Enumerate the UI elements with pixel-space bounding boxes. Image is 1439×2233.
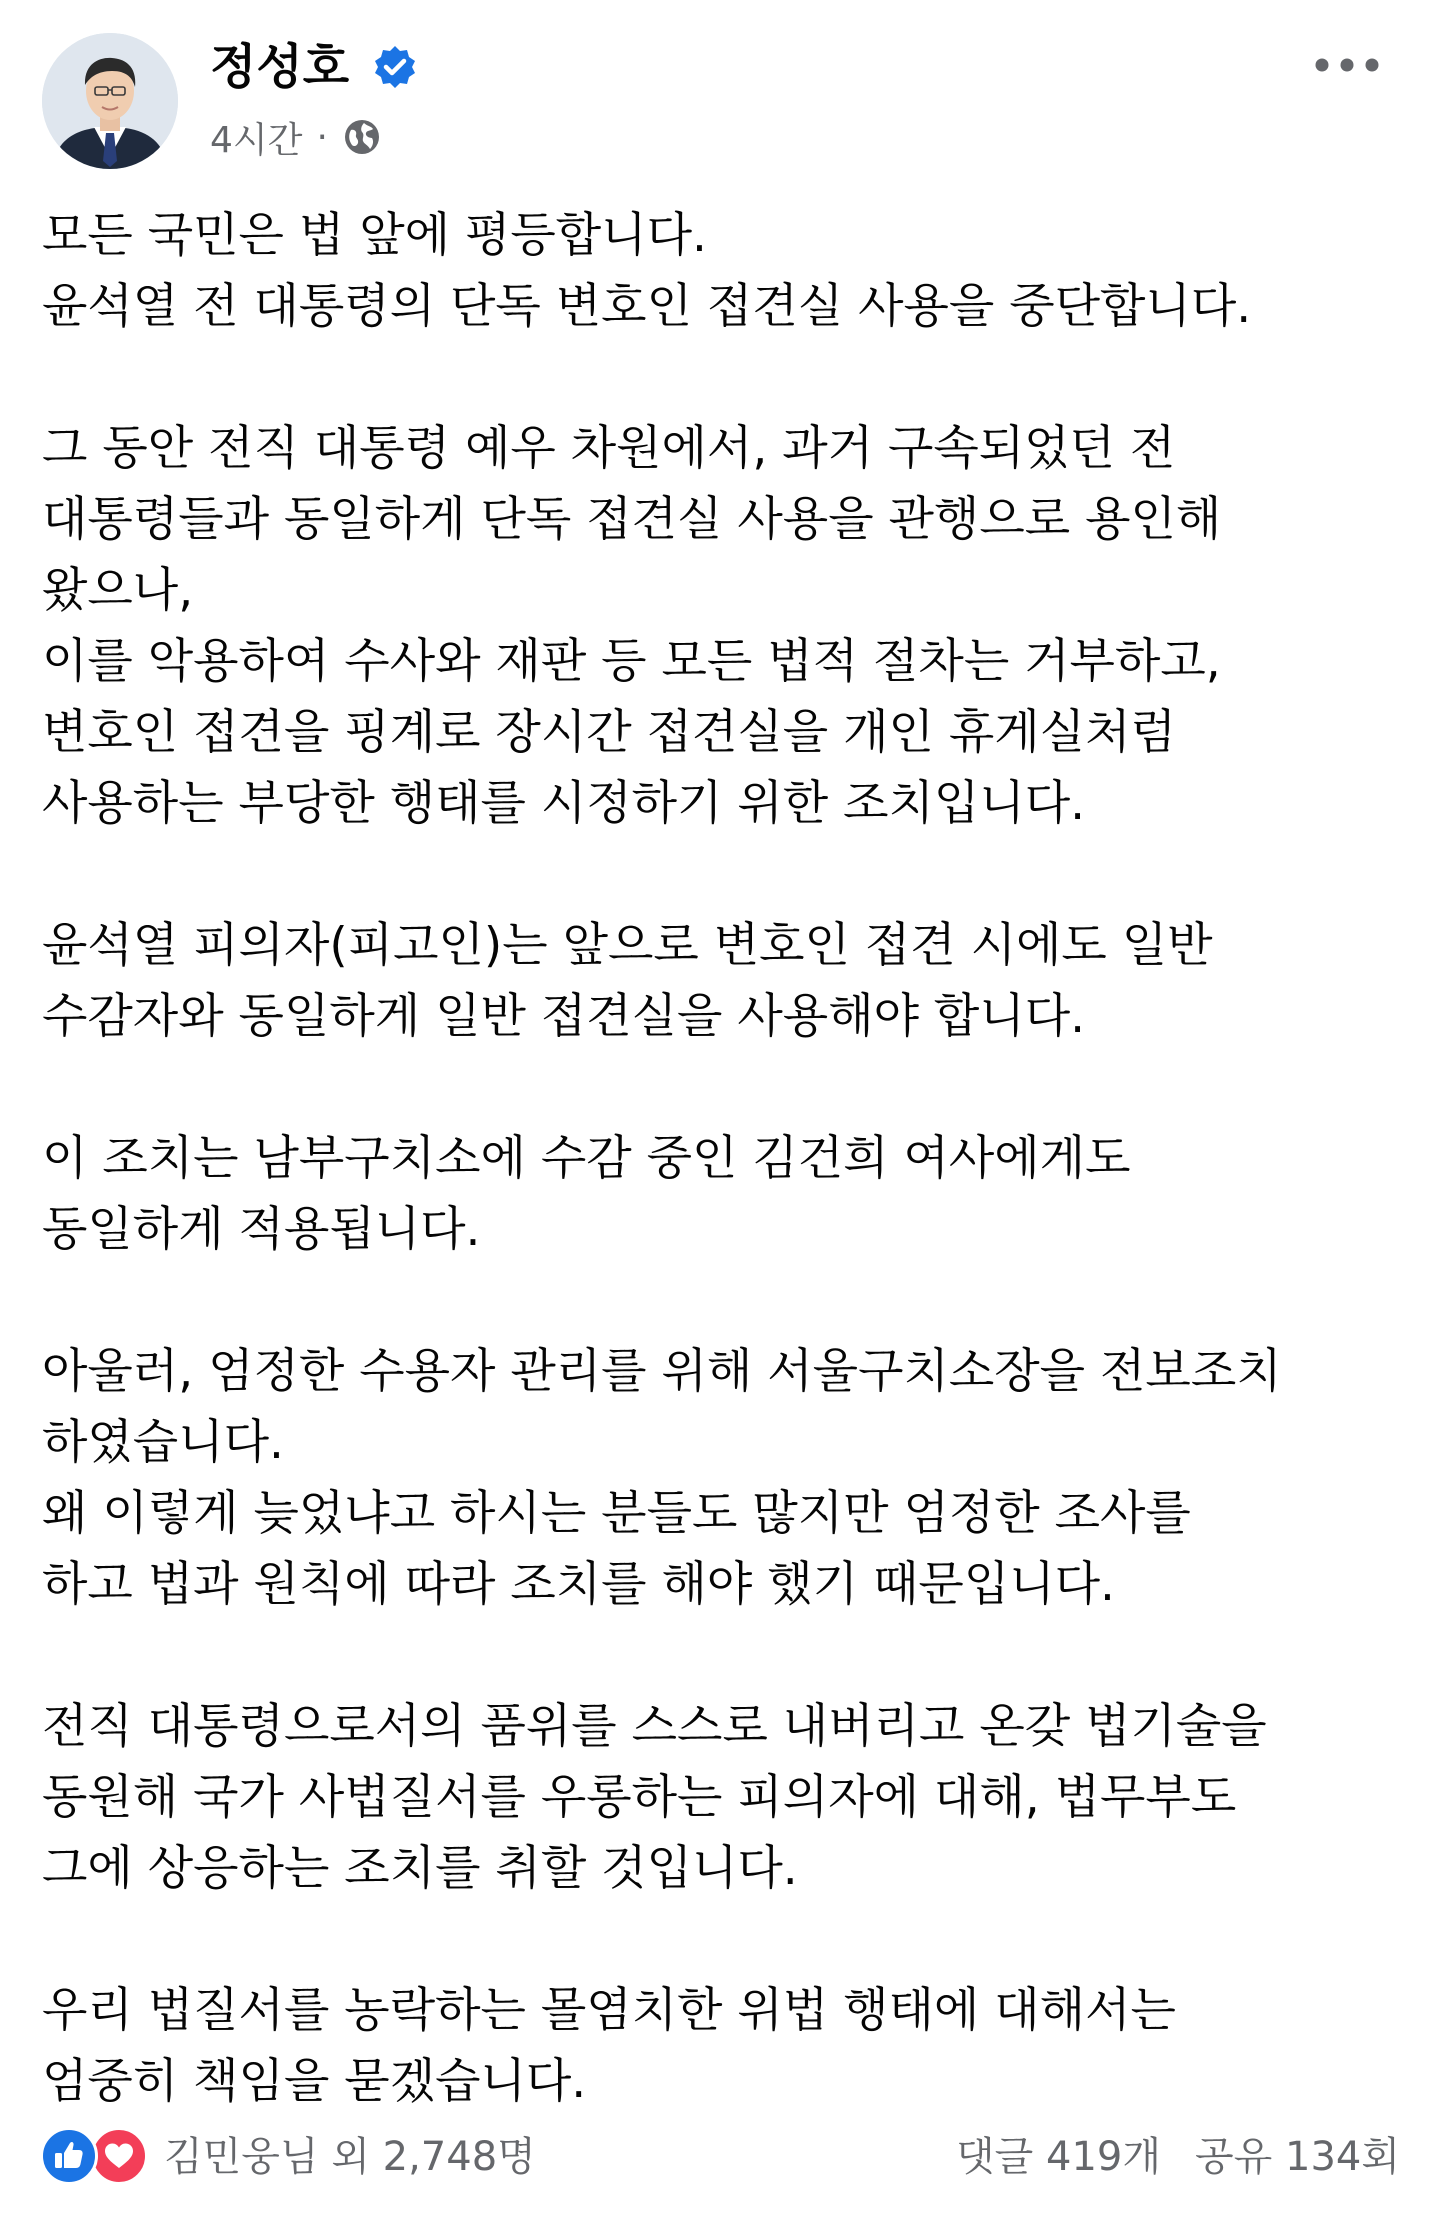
post-paragraph: 윤석열 피의자(피고인)는 앞으로 변호인 접견 시에도 일반 수감자와 동일하게 일반 접견실을 사용해야 합니다.	[42, 918, 1213, 1044]
post-paragraph: 이 조치는 남부구치소에 수감 중인 김건희 여사에게도 동일하게 적용됩니다.	[42, 1131, 1131, 1257]
like-reaction-icon	[40, 2127, 98, 2185]
reactions-summary[interactable]	[40, 2118, 536, 2188]
post-paragraph: 전직 대통령으로서의 품위를 스스로 내버리고 온갖 법기술을 동원해 국가 사법질서를 우롱하는 피의자에 대해, 법무부도 그에 상응하는 조치를 취할 것입니다.	[42, 1699, 1267, 1896]
verified-badge-icon	[372, 44, 418, 90]
more-options-icon[interactable]	[1312, 45, 1382, 85]
post-header	[42, 33, 1402, 173]
post-stats	[956, 2118, 1400, 2188]
post-paragraph: 모든 국민은 법 앞에 평등합니다. 윤석열 전 대통령의 단독 변호인 접견실 사용을 중단합니다.	[42, 208, 1252, 334]
meta-separator: ·	[316, 116, 328, 158]
post-paragraph: 우리 법질서를 농락하는 몰염치한 위법 행태에 대해서는 엄중히 책임을 묻겠습니다.	[42, 1983, 1176, 2109]
post-footer	[40, 2118, 1400, 2188]
comments-count[interactable]: 댓글 419개	[956, 2133, 1162, 2180]
author-avatar[interactable]	[42, 33, 178, 169]
post-paragraph: 그 동안 전직 대통령 예우 차원에서, 과거 구속되었던 전 대통령들과 동일하게 단독 접견실 사용을 관행으로 용인해 왔으나, 이를 악용하여 수사와 재판 등 모든 법적 절차는 거부하고, 변호인 접견을 핑계로 장시간 접견실을 개인 휴게실처럼 사용하는 부당한 행태를 시정하기 위한 조치입니다.	[42, 421, 1222, 831]
globe-icon[interactable]	[342, 117, 382, 157]
reaction-icons	[40, 2123, 150, 2183]
post-meta	[210, 109, 382, 165]
love-reaction-icon	[90, 2127, 148, 2185]
author-name[interactable]: 정성호	[210, 39, 350, 95]
post-body	[42, 200, 1412, 2117]
shares-count[interactable]: 공유 134회	[1195, 2133, 1400, 2180]
reactions-count: 김민웅님 외 2,748명	[164, 2133, 536, 2180]
post-paragraph: 아울러, 엄정한 수용자 관리를 위해 서울구치소장을 전보조치 하였습니다. 왜 이렇게 늦었냐고 하시는 분들도 많지만 엄정한 조사를 하고 법과 원칙에 따라 조치를 해야 했기 때문입니다.	[42, 1344, 1282, 1612]
post-time[interactable]: 4시간	[210, 119, 303, 161]
